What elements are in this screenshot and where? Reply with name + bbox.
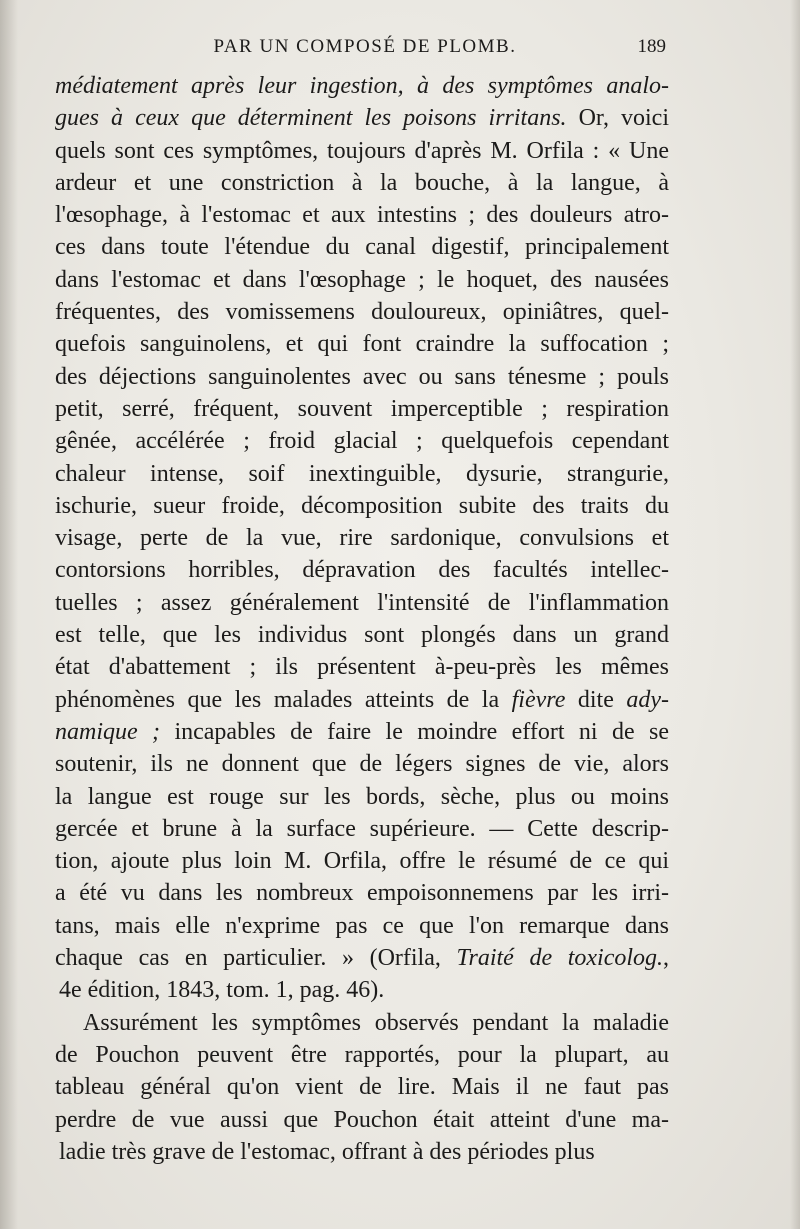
text-segment: état d'abattement ; ils présentent à-peu-près les mêmes <box>55 654 669 681</box>
text-segment: ces dans toute l'étendue du canal digestif, principalement <box>55 234 669 261</box>
text-segment: ladie très grave de l'estomac, offrant à des périodes plus <box>59 1138 595 1165</box>
text-segment: , <box>663 945 670 972</box>
text-segment: perdre de vue aussi que Pouchon était atteint d'une ma- <box>55 1106 669 1133</box>
text-segment: tion, ajoute plus loin M. Orfila, offre le résumé de ce qui <box>55 848 669 875</box>
text-segment: dite <box>565 686 627 713</box>
text-line <box>55 1071 669 1103</box>
text-line <box>55 361 669 393</box>
text-line <box>55 328 669 360</box>
text-segment: tuelles ; assez généralement l'intensité de l'inflammation <box>55 589 669 616</box>
text-segment: de Pouchon peuvent être rapportés, pour la plupart, au <box>55 1041 669 1068</box>
text-line <box>55 554 669 586</box>
text-segment: chaque cas en particulier. » (Orfila, <box>55 945 457 972</box>
text-line <box>55 425 669 457</box>
text-line <box>55 458 669 490</box>
text-line <box>55 70 669 102</box>
text-segment: contorsions horribles, dépravation des facultés intellec- <box>55 557 669 584</box>
text-line <box>55 877 669 909</box>
text-segment: ardeur et une constriction à la bouche, à la langue, à <box>55 169 669 196</box>
italic-text: namique ; <box>55 718 161 745</box>
text-line <box>55 619 669 651</box>
body-text <box>55 70 669 1168</box>
text-line <box>55 684 669 716</box>
text-line <box>55 264 669 296</box>
text-segment: chaleur intense, soif inextinguible, dysurie, strangurie, <box>55 460 669 487</box>
italic-text: médiatement après leur ingestion, à des symptômes analo- <box>55 73 669 99</box>
page-header <box>60 34 670 68</box>
text-line <box>55 651 669 683</box>
text-line <box>55 1007 669 1039</box>
text-line <box>55 199 669 231</box>
text-line <box>55 522 669 554</box>
text-segment: soutenir, ils ne donnent que de légers signes de vie, alors <box>55 751 669 778</box>
text-line <box>55 167 669 199</box>
text-segment: fréquentes, des vomissemens douloureux, opiniâtres, quel- <box>55 299 669 326</box>
text-segment: Or, voici <box>566 105 669 132</box>
page-number: 189 <box>637 36 666 57</box>
text-line <box>55 231 669 263</box>
text-line <box>55 813 669 845</box>
text-line <box>55 1039 669 1071</box>
text-segment: est telle, que les individus sont plongés dans un grand <box>55 622 669 649</box>
text-line <box>55 102 669 134</box>
running-head: PAR UN COMPOSÉ DE PLOMB. <box>213 36 517 57</box>
text-line <box>55 716 669 748</box>
italic-text: Traité de toxicolog. <box>456 945 664 972</box>
text-segment: quels sont ces symptômes, toujours d'après M. Orfila : « Une <box>55 137 669 164</box>
text-segment: phénomènes que les malades atteints de la <box>55 686 512 713</box>
text-line <box>55 910 669 942</box>
text-line <box>55 942 669 974</box>
text-segment: l'œsophage, à l'estomac et aux intestins ; des douleurs atro- <box>55 202 669 229</box>
text-segment: incapables de faire le moindre effort ni de se <box>160 718 669 745</box>
text-segment: dans l'estomac et dans l'œsophage ; le hoquet, des nausées <box>55 266 669 293</box>
italic-text: gues à ceux que déterminent les poisons irritans. <box>55 105 567 132</box>
text-line <box>55 845 669 877</box>
text-segment: petit, serré, fréquent, souvent imperceptible ; respiration <box>55 395 669 422</box>
text-segment: des déjections sanguinolentes avec ou sans ténesme ; pouls <box>55 363 669 390</box>
text-line <box>55 490 669 522</box>
text-line <box>55 748 669 780</box>
text-segment: la langue est rouge sur les bords, sèche, plus ou moins <box>55 783 669 810</box>
text-segment: tableau général qu'on vient de lire. Mais il ne faut pas <box>55 1074 669 1101</box>
text-line <box>55 135 669 167</box>
text-segment: a été vu dans les nombreux empoisonnemens par les irri- <box>55 880 669 907</box>
text-line <box>55 1136 669 1168</box>
text-segment: 4e édition, 1843, tom. 1, pag. 46). <box>59 977 385 1004</box>
text-segment: Assurément les symptômes observés pendant la maladie <box>83 1009 669 1036</box>
text-segment: quefois sanguinolens, et qui font craindre la suffocation ; <box>55 331 669 358</box>
italic-text: ady- <box>626 686 669 713</box>
text-line <box>55 393 669 425</box>
text-segment: gênée, accélérée ; froid glacial ; quelquefois cependant <box>55 428 669 455</box>
text-line <box>55 1104 669 1136</box>
italic-text: fièvre <box>511 686 566 713</box>
text-segment: tans, mais elle n'exprime pas ce que l'on remarque dans <box>55 912 669 939</box>
text-segment: visage, perte de la vue, rire sardonique, convulsions et <box>55 525 669 552</box>
text-segment: ischurie, sueur froide, décomposition subite des traits du <box>55 492 669 519</box>
text-line <box>55 974 669 1006</box>
text-line <box>55 296 669 328</box>
text-line <box>55 587 669 619</box>
text-segment: gercée et brune à la surface supérieure. — Cette descrip- <box>55 815 669 842</box>
text-line <box>55 781 669 813</box>
